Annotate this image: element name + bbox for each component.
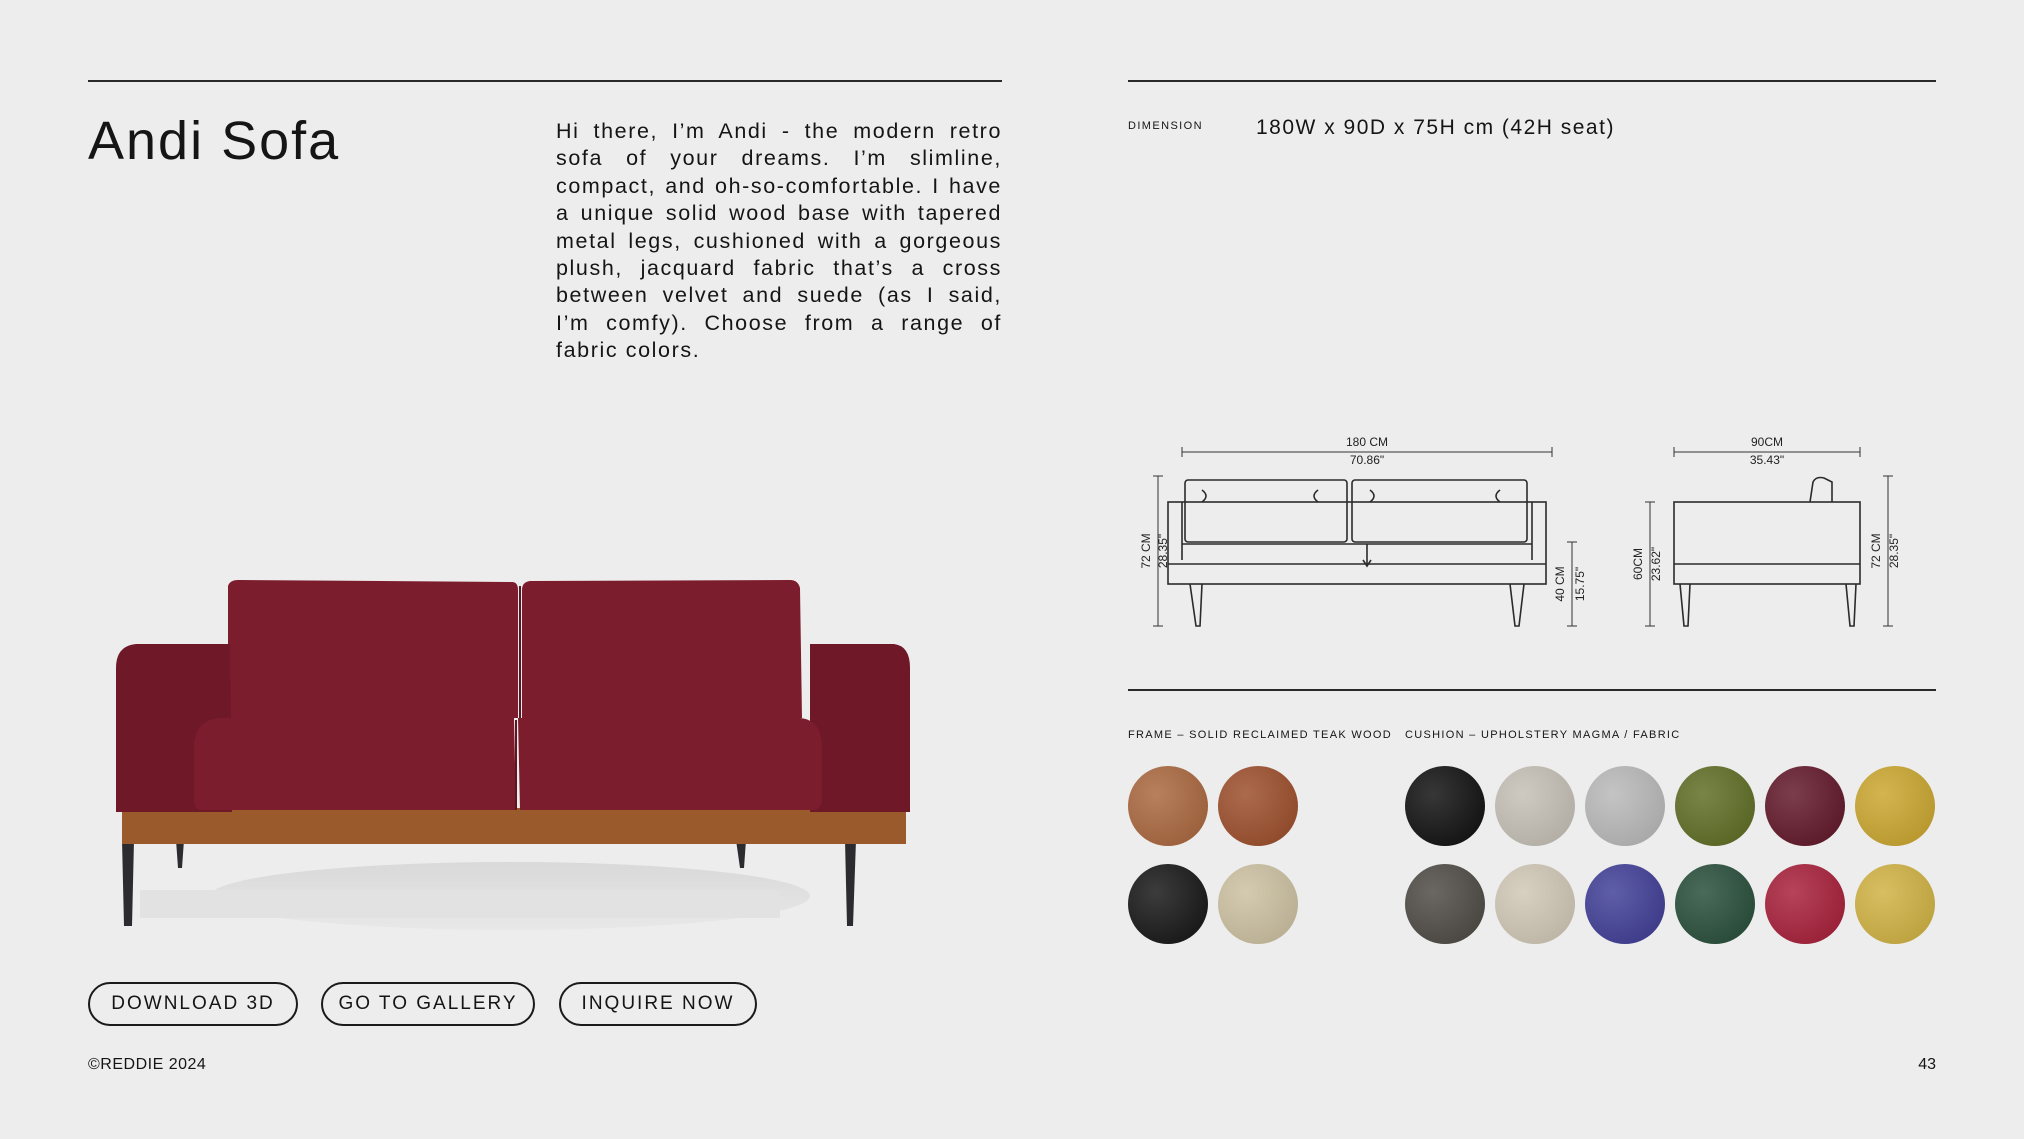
cushion-swatch-1[interactable] bbox=[1405, 766, 1485, 846]
frame-swatch-1[interactable] bbox=[1128, 766, 1208, 846]
top-divider-right bbox=[1128, 80, 1936, 82]
inquire-now-button[interactable]: INQUIRE NOW bbox=[559, 982, 757, 1026]
side-depth-in: 35.43" bbox=[1749, 453, 1785, 467]
front-width-in: 70.86" bbox=[1349, 453, 1385, 467]
cushion-swatch-9[interactable] bbox=[1585, 864, 1665, 944]
front-view-drawing bbox=[1130, 430, 1570, 640]
cushion-swatch-4[interactable] bbox=[1675, 766, 1755, 846]
copyright-text: ©REDDIE 2024 bbox=[88, 1056, 207, 1073]
cushion-material-label: CUSHION – UPHOLSTERY MAGMA / FABRIC bbox=[1405, 729, 1681, 741]
seat-height-cm: 40 CM bbox=[1553, 566, 1567, 602]
cushion-swatch-8[interactable] bbox=[1495, 864, 1575, 944]
side-height-cm: 60CM bbox=[1631, 547, 1645, 581]
cushion-swatch-12[interactable] bbox=[1855, 864, 1935, 944]
side-height-in: 23.62" bbox=[1649, 546, 1663, 582]
frame-swatch-2[interactable] bbox=[1218, 766, 1298, 846]
frame-swatch-4[interactable] bbox=[1218, 864, 1298, 944]
sofa-image bbox=[110, 578, 920, 940]
cushion-swatch-10[interactable] bbox=[1675, 864, 1755, 944]
frame-swatch-3[interactable] bbox=[1128, 864, 1208, 944]
side-total-cm: 72 CM bbox=[1869, 533, 1883, 569]
download-3d-button[interactable]: DOWNLOAD 3D bbox=[88, 982, 298, 1026]
seat-height-in: 15.75" bbox=[1573, 566, 1587, 602]
side-total-in: 28.35" bbox=[1887, 533, 1901, 569]
page-number: 43 bbox=[1918, 1056, 1936, 1073]
cushion-swatch-3[interactable] bbox=[1585, 766, 1665, 846]
materials-divider bbox=[1128, 689, 1936, 691]
side-view-drawing bbox=[1620, 430, 1920, 640]
product-title: Andi Sofa bbox=[88, 111, 341, 171]
front-width-cm: 180 CM bbox=[1345, 435, 1389, 449]
frame-material-label: FRAME – SOLID RECLAIMED TEAK WOOD bbox=[1128, 729, 1392, 741]
cushion-swatch-7[interactable] bbox=[1405, 864, 1485, 944]
dimension-value: 180W x 90D x 75H cm (42H seat) bbox=[1256, 116, 1615, 139]
dimension-label: DIMENSION bbox=[1128, 120, 1203, 132]
top-divider-left bbox=[88, 80, 1002, 82]
cushion-swatch-5[interactable] bbox=[1765, 766, 1845, 846]
side-depth-cm: 90CM bbox=[1750, 435, 1784, 449]
product-description: Hi there, I’m Andi - the modern retro sofa of your dreams. I’m slimline, compact, and oh-so-comfortable. I have a unique solid wood base with tapered metal legs, cushioned with a gorgeous plush, jacquard fabric that’s a cross between velvet and suede (as I said, I’m comfy). Choose from a range of fabric colors. bbox=[556, 119, 1002, 363]
cushion-swatch-2[interactable] bbox=[1495, 766, 1575, 846]
seat-height-labels bbox=[1552, 540, 1592, 640]
front-height-cm: 72 CM bbox=[1139, 533, 1153, 569]
front-height-in: 28.35" bbox=[1156, 533, 1170, 569]
go-to-gallery-button[interactable]: GO TO GALLERY bbox=[321, 982, 535, 1026]
cushion-swatch-11[interactable] bbox=[1765, 864, 1845, 944]
cushion-swatch-6[interactable] bbox=[1855, 766, 1935, 846]
